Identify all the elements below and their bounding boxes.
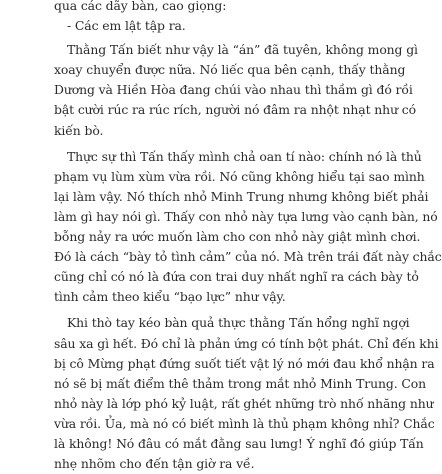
text-line: nhỏ này là lớp phó kỷ luật, rất ghét những trò nhố nhăng như [54, 395, 434, 411]
text-line: nhẹ nhõm cho đến tận giờ ra về. [54, 456, 255, 472]
paragraph-verdict [54, 40, 418, 140]
book-page [54, 0, 442, 474]
text-line: là không! Nó đâu có mắt đằng sau lưng! Ý nghĩ đó giúp Tấn [54, 435, 424, 451]
paragraph-dialogue [54, 16, 374, 36]
text-line: bật cười rúc ra rúc rích, người nó đâm ra nhột nhạt như có [54, 102, 416, 118]
paragraph-confession [54, 147, 442, 308]
text-line: bị cô Mừng phạt đứng suốt tiết vật lý nó mới đau khổ nhận ra [54, 355, 435, 371]
text-line: kiến bò. [54, 122, 104, 138]
text-line: qua các dãy bàn, cao giọng: [54, 0, 227, 13]
text-line: phạm vụ lùm xùm vừa rồi. Nó cũng không hiểu tại sao mình [54, 168, 425, 184]
text-line: sâu xa gì hết. Đó chỉ là phản ứng có tính bột phát. Chỉ đến khi [54, 335, 439, 351]
text-line: Thực sự thì Tấn thấy mình chả oan tí nào: chính nó là thủ [67, 148, 422, 164]
text-line: tình cảm theo kiểu “bạo lực” như vậy. [54, 289, 286, 305]
text-line: vừa rồi. Ủa, mà nó có biết mình là thủ phạm không nhỉ? Chắc [54, 415, 435, 431]
paragraph-dialogue-intro [54, 0, 374, 16]
text-line: lại làm vậy. Nó thích nhỏ Minh Trung nhưng không biết phải [54, 188, 429, 204]
text-line: Khi thò tay kéo bàn quả thực thằng Tấn hổng nghĩ ngợi [67, 315, 410, 331]
text-line: cũng chỉ có nó là đứa con trai duy nhất nghĩ ra cách bày tỏ [54, 269, 419, 285]
text-line: xoay chuyển được nữa. Nó liếc qua bên cạnh, thấy thằng [54, 62, 406, 78]
text-line: nó sẽ bị mất điểm thê thảm trong mắt nhỏ Minh Trung. Con [54, 375, 427, 391]
paragraph-reflection [54, 313, 439, 474]
text-line: làm gì hay nói gì. Thấy con nhỏ này tựa lưng vào cạnh bàn, nó [54, 208, 438, 224]
text-line: bỗng nảy ra ước muốn làm cho con nhỏ này giật mình chơi. [54, 229, 421, 245]
text-line: Thằng Tấn biết như vậy là “án” đã tuyên, không mong gì [67, 42, 418, 58]
text-line: Dương và Hiền Hòa đang chúi vào nhau thì thầm gì đó rồi [54, 82, 413, 98]
text-line: - Các em lật tập ra. [67, 18, 186, 34]
text-line: Đó là cách “bày tỏ tình cảm” của nó. Mà trên trái đất này chắc [54, 249, 442, 265]
